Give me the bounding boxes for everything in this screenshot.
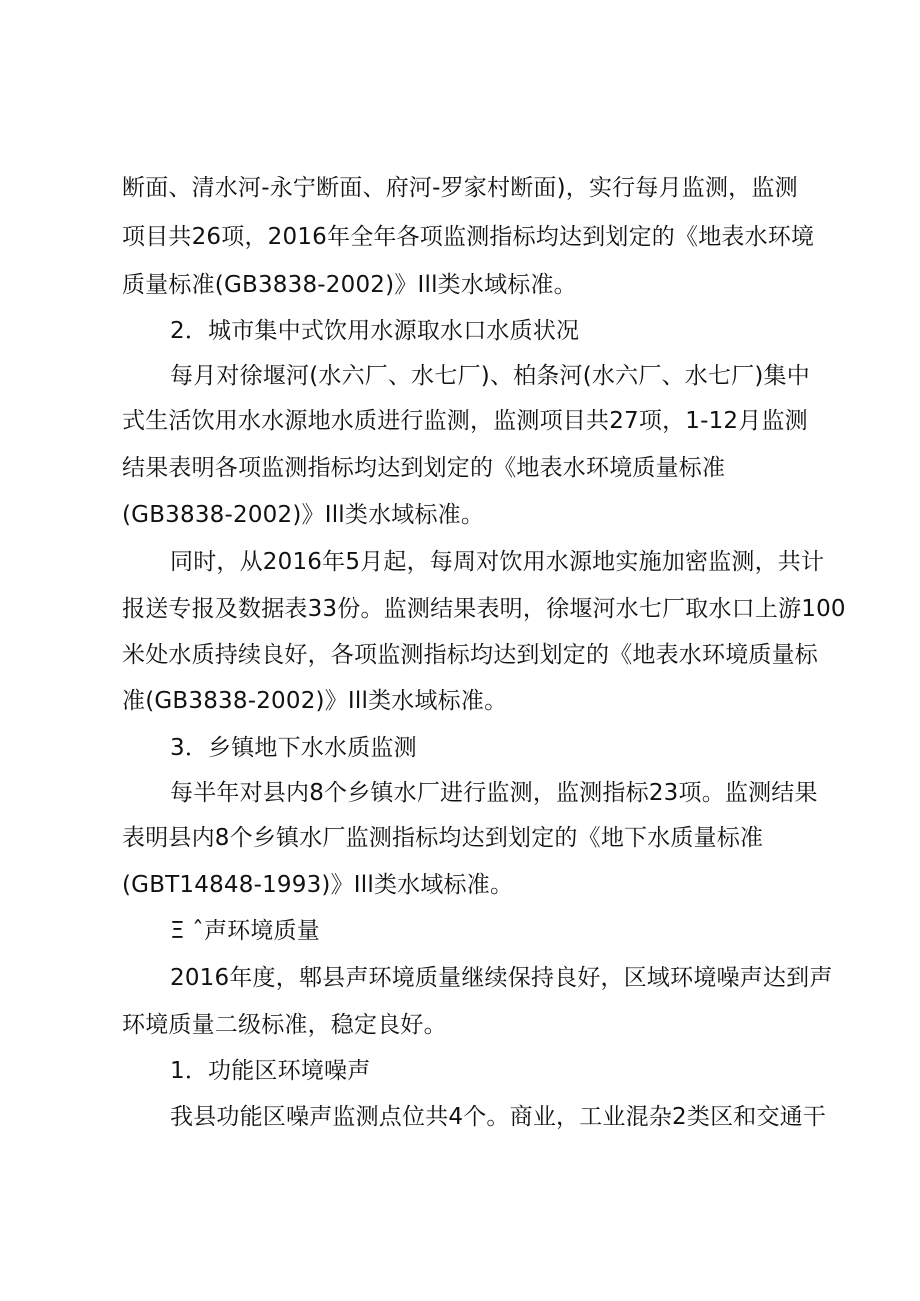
text-line-12: 准(GB3838-2002)》Ill类水域标准。 — [122, 688, 508, 714]
section-heading-noise: Ξ ˆ声环境质量 — [170, 918, 320, 944]
text-line-1: 断面、清水河-永宁断面、府河-罗家村断面)，实行每月监测，监测 — [122, 175, 798, 201]
text-line-9: 同时，从2016年5月起，每周对饮用水源地实施加密监测，共计 — [170, 549, 825, 575]
text-line-21: 我县功能区噪声监测点位共4个。商业，工业混杂2类区和交通干 — [170, 1104, 827, 1130]
section-heading-3: 3．乡镇地下水水质监测 — [170, 735, 417, 761]
text-line-8: (GB3838-2002)》Ill类水域标准。 — [122, 502, 485, 528]
text-line-3: 质量标准(GB3838-2002)》Ill类水域标准。 — [122, 272, 577, 298]
text-line-7: 结果表明各项监测指标均达到划定的《地表水环境质量标准 — [122, 455, 726, 481]
text-line-16: (GBT14848-1993)》Ill类水域标准。 — [122, 872, 514, 898]
section-heading-2: 2．城市集中式饮用水源取水口水质状况 — [170, 318, 580, 344]
text-line-18: 2016年度，郫县声环境质量继续保持良好，区域环境噪声达到声 — [170, 965, 833, 991]
text-line-10: 报送专报及数据表33份。监测结果表明，徐堰河水七厂取水口上游100 — [122, 596, 846, 622]
section-heading-1: 1．功能区环境噪声 — [170, 1058, 371, 1084]
text-line-19: 环境质量二级标准，稳定良好。 — [122, 1012, 447, 1038]
text-line-2: 项目共26项，2016年全年各项监测指标均达到划定的《地表水环境 — [122, 224, 815, 250]
text-line-6: 式生活饮用水水源地水质进行监测，监测项目共27项，1-12月监测 — [122, 408, 808, 434]
text-line-5: 每月对徐堰河(水六厂、水七厂)、柏条河(水六厂、水七厂)集中 — [170, 363, 810, 389]
text-line-14: 每半年对县内8个乡镇水厂进行监测，监测指标23项。监测结果 — [170, 780, 818, 806]
text-line-11: 米处水质持续良好，各项监测指标均达到划定的《地表水环境质量标 — [122, 642, 818, 668]
text-line-15: 表明县内8个乡镇水厂监测指标均达到划定的《地下水质量标准 — [122, 825, 764, 851]
